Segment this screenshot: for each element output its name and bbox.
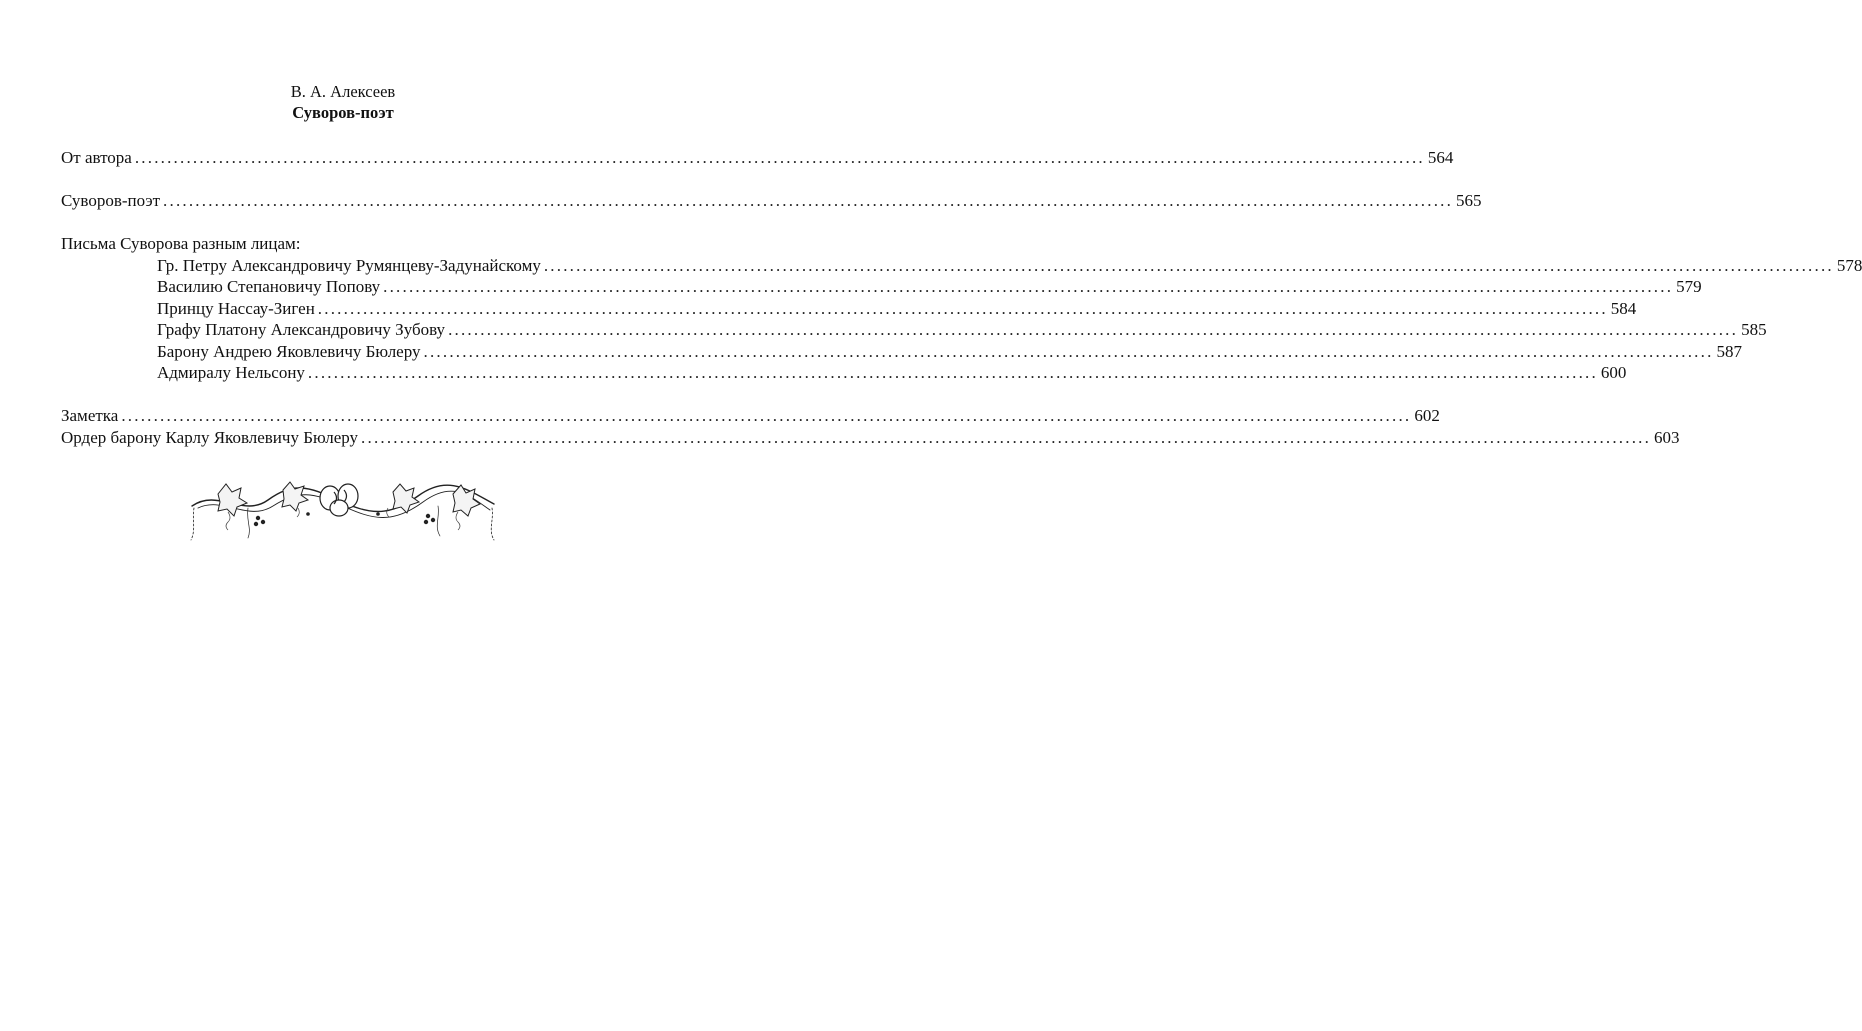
toc-subentry[interactable] <box>157 319 1767 341</box>
letters-heading: Письма Суворова разным лицам: <box>61 234 301 253</box>
toc-entry-page: 564 <box>1427 148 1454 167</box>
dot-leader: ........................................................................................................................................................................................................ <box>121 406 1412 425</box>
toc-entry[interactable] <box>61 190 1482 212</box>
toc-entry[interactable] <box>61 147 1454 169</box>
toc-entry-label: Барону Андрею Яковлевичу Бюлеру <box>157 342 421 361</box>
dot-leader: ........................................................................................................................................................................................................ <box>448 320 1739 339</box>
toc-entry[interactable] <box>61 427 1680 449</box>
toc-subentry[interactable] <box>157 276 1702 298</box>
toc-entry-page: 579 <box>1676 277 1702 296</box>
dot-leader: ........................................................................................................................................................................................................ <box>307 363 1598 382</box>
toc-entry-page: 587 <box>1716 342 1743 361</box>
toc-entry-label: Гр. Петру Александровичу Румянцеву-Задунайскому <box>157 256 541 275</box>
section-title: Суворов-поэт <box>292 103 394 122</box>
dot-leader: ........................................................................................................................................................................................................ <box>163 191 1454 210</box>
toc-entry-label: От автора <box>61 148 132 167</box>
toc-entry-label: Ордер барону Карлу Яковлевичу Бюлеру <box>61 428 359 447</box>
toc-entry-page: 602 <box>1414 406 1440 425</box>
toc-subentry[interactable] <box>157 341 1743 363</box>
toc-entry-page: 600 <box>1600 363 1627 382</box>
dot-leader: ........................................................................................................................................................................................................ <box>361 428 1652 447</box>
toc-entry-page: 585 <box>1741 320 1767 339</box>
dot-leader: ........................................................................................................................................................................................................ <box>423 342 1714 361</box>
toc-entry[interactable] <box>61 405 1440 427</box>
toc-subentry[interactable] <box>157 362 1627 384</box>
dot-leader: ........................................................................................................................................................................................................ <box>383 277 1674 296</box>
toc-entry-page: 565 <box>1456 191 1482 210</box>
toc-entry-page: 603 <box>1654 428 1680 447</box>
toc-entry-label: Графу Платону Александровичу Зубову <box>157 320 446 339</box>
toc-subentry[interactable] <box>157 298 1637 320</box>
dot-leader: ........................................................................................................................................................................................................ <box>543 256 1834 275</box>
dot-leader: ........................................................................................................................................................................................................ <box>317 299 1608 318</box>
toc-subentry[interactable] <box>157 255 1862 277</box>
toc-entry-label: Заметка <box>61 406 119 425</box>
toc-entry-page: 578 <box>1836 256 1862 275</box>
toc-entry-label: Василию Степановичу Попову <box>157 277 381 296</box>
toc-entry-label: Принцу Нассау-Зиген <box>157 299 315 318</box>
dot-leader: ........................................................................................................................................................................................................ <box>134 148 1425 167</box>
toc-entry-label: Адмиралу Нельсону <box>157 363 305 382</box>
grapevine-ornament-icon <box>188 478 498 546</box>
author-name: В. А. Алексеев <box>290 82 396 101</box>
toc-entry-page: 584 <box>1610 299 1637 318</box>
toc-entry-label: Суворов-поэт <box>61 191 161 210</box>
